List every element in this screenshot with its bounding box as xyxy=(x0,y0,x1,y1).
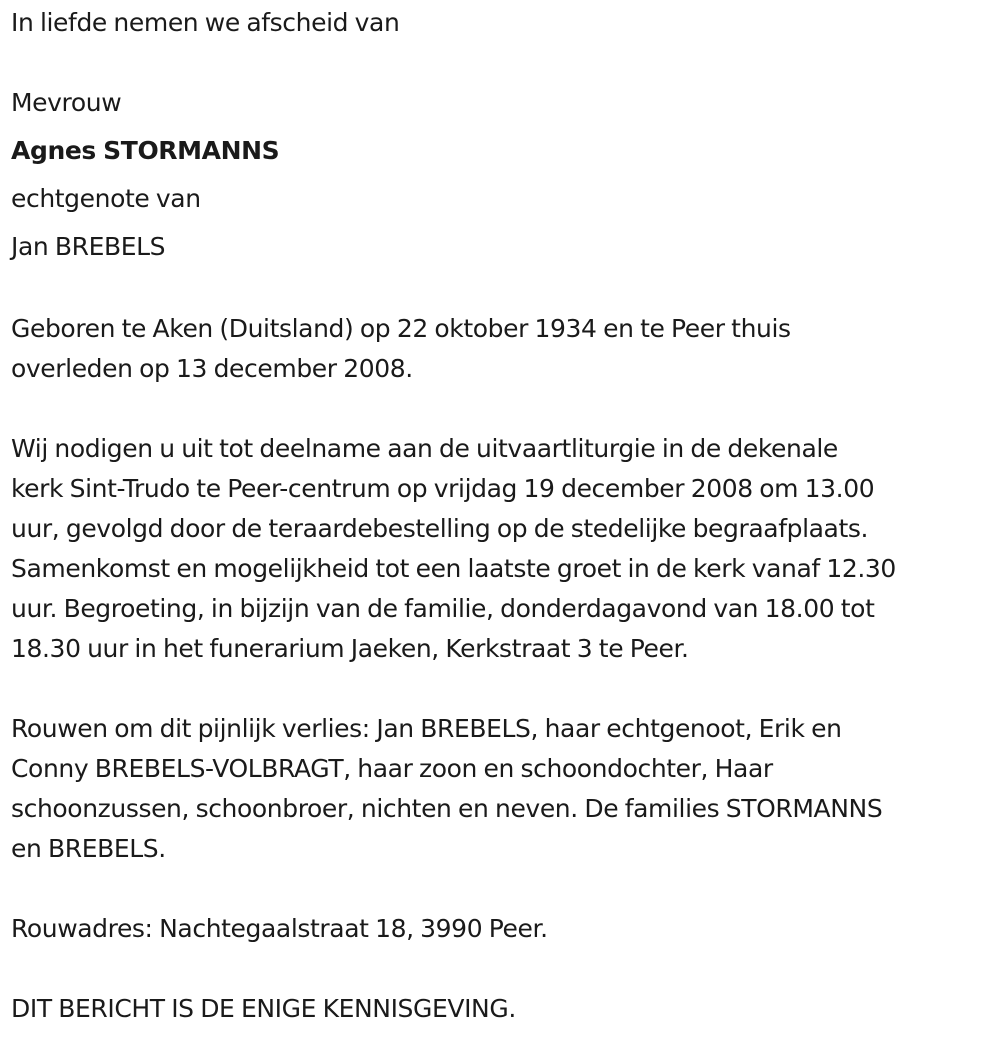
paragraph-line: kerk Sint-Trudo te Peer-centrum op vrijdag 19 december 2008 om 13.00 xyxy=(11,474,875,503)
invitation-paragraph xyxy=(11,429,896,669)
paragraph-line: Geboren te Aken (Duitsland) op 22 oktober 1934 en te Peer thuis xyxy=(11,314,791,343)
paragraph-line: en BREBELS. xyxy=(11,834,166,863)
birth-death-paragraph xyxy=(11,309,791,389)
spouse-name: Jan BREBELS xyxy=(11,232,166,261)
paragraph-line: Conny BREBELS-VOLBRAGT, haar zoon en schoondochter, Haar xyxy=(11,754,773,783)
paragraph-line: Samenkomst en mogelijkheid tot een laatste groet in de kerk vanaf 12.30 xyxy=(11,554,896,583)
deceased-name: Agnes STORMANNS xyxy=(11,136,280,165)
closing-text: DIT BERICHT IS DE ENIGE KENNISGEVING. xyxy=(11,994,516,1023)
paragraph-line: schoonzussen, schoonbroer, nichten en neven. De families STORMANNS xyxy=(11,794,883,823)
paragraph-line: overleden op 13 december 2008. xyxy=(11,354,413,383)
address-paragraph xyxy=(11,909,548,949)
paragraph-line: Wij nodigen u uit tot deelname aan de uitvaartliturgie in de dekenale xyxy=(11,434,838,463)
title-text: Mevrouw xyxy=(11,88,122,117)
address-text: Rouwadres: Nachtegaalstraat 18, 3990 Peer. xyxy=(11,914,548,943)
relation-text: echtgenote van xyxy=(11,184,201,213)
closing-paragraph xyxy=(11,989,516,1029)
intro-text: In liefde nemen we afscheid van xyxy=(11,8,400,37)
paragraph-line: uur. Begroeting, in bijzijn van de familie, donderdagavond van 18.00 tot xyxy=(11,594,875,623)
mourners-paragraph xyxy=(11,709,882,869)
paragraph-line: 18.30 uur in het funerarium Jaeken, Kerkstraat 3 te Peer. xyxy=(11,634,689,663)
paragraph-line: Rouwen om dit pijnlijk verlies: Jan BREBELS, haar echtgenoot, Erik en xyxy=(11,714,842,743)
paragraph-line: uur, gevolgd door de teraardebestelling op de stedelijke begraafplaats. xyxy=(11,514,869,543)
